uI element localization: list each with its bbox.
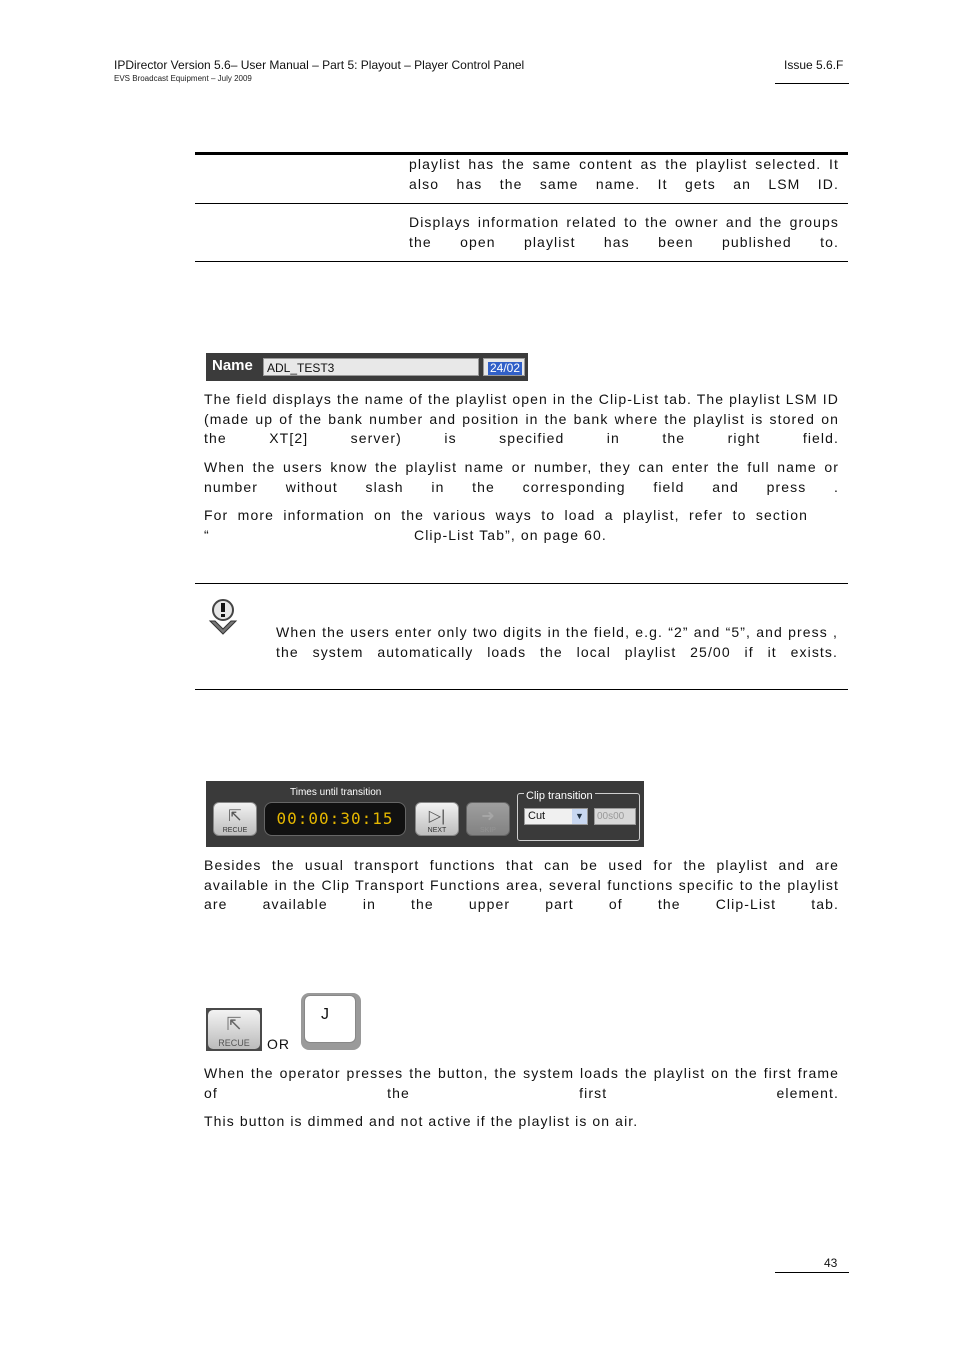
header-title: IPDirector Version 5.6– User Manual – Part 5: Playout – Player Control Panel	[114, 58, 525, 72]
page-number: 43	[824, 1256, 838, 1270]
timecode-label: Times until transition	[290, 787, 382, 798]
quote-open: “	[204, 527, 210, 543]
or-text: OR	[267, 1036, 290, 1052]
paragraph-dimmed: This button is dimmed and not active if the playlist is on air.	[204, 1113, 639, 1129]
note-warning-icon	[207, 597, 239, 637]
recue-button-large[interactable]: ⇱ RECUE	[206, 1008, 262, 1051]
next-icon: ▷|	[428, 808, 446, 825]
skip-button[interactable]: ➜ SKIP	[466, 802, 510, 836]
transition-type-select[interactable]: Cut ▼	[524, 808, 588, 825]
header-subtitle: EVS Broadcast Equipment – July 2009	[114, 74, 252, 83]
recue-icon: ⇱	[226, 1014, 242, 1034]
table-row-1-text: playlist has the same content as the playlist selected. It also has the same name. It gets an LSM ID.	[409, 156, 839, 192]
key-letter: J	[321, 1006, 329, 1023]
next-button[interactable]: ▷| NEXT	[415, 802, 459, 836]
note-bottom-rule	[195, 689, 848, 690]
lsm-id-value: 24/02	[490, 361, 521, 375]
note-text: When the users enter only two digits in the field, e.g. “2” and “5”, and press , the system automatically loads the local playlist 25/00 if it exists.	[276, 624, 838, 660]
header-issue: Issue 5.6.F	[784, 58, 844, 72]
section-reference: Clip-List Tab”, on page 60.	[414, 527, 607, 543]
transition-duration-input[interactable]: 00s00	[594, 808, 636, 825]
table-bottom-rule	[195, 261, 848, 262]
keyboard-key-j	[301, 993, 361, 1050]
playlist-transport-panel	[206, 781, 644, 847]
clip-transition-label: Clip transition	[526, 790, 593, 802]
note-top-rule	[195, 583, 848, 584]
lsm-id-input[interactable]	[483, 358, 525, 376]
paragraph-recue: When the operator presses the button, the system loads the playlist on the first frame of the first element.	[204, 1065, 839, 1101]
paragraph-name-field: The field displays the name of the playlist open in the Clip-List tab. The playlist LSM ID (made up of the bank number and position in the bank where the playlist is stored on the XT[2] server) is specified in the right field.	[204, 391, 839, 446]
header-rule	[775, 83, 849, 84]
skip-arrow-icon: ➜	[481, 808, 495, 825]
paragraph-enter-name: When the users know the playlist name or number, they can enter the full name or number without slash in the corresponding field and press .	[204, 459, 839, 495]
name-label: Name	[212, 357, 253, 374]
table-row-2-text: Displays information related to the owner and the groups the open playlist has been published to.	[409, 214, 839, 250]
footer-rule	[775, 1272, 849, 1273]
paragraph-transport: Besides the usual transport functions that can be used for the playlist and are available in the Clip Transport Functions area, several functions specific to the playlist are available in the upper part of the Clip-List tab.	[204, 857, 839, 912]
paragraph-more-info: For more information on the various ways to load a playlist, refer to section	[204, 507, 808, 523]
recue-icon: ⇱	[228, 808, 242, 825]
name-field-panel	[206, 353, 528, 381]
recue-button[interactable]: ⇱ RECUE	[213, 802, 257, 836]
playlist-name-input[interactable]: ADL_TEST3	[263, 358, 479, 376]
chevron-down-icon: ▼	[572, 809, 587, 824]
table-row-divider	[195, 203, 848, 204]
timecode-display: 00:00:30:15	[264, 802, 406, 836]
